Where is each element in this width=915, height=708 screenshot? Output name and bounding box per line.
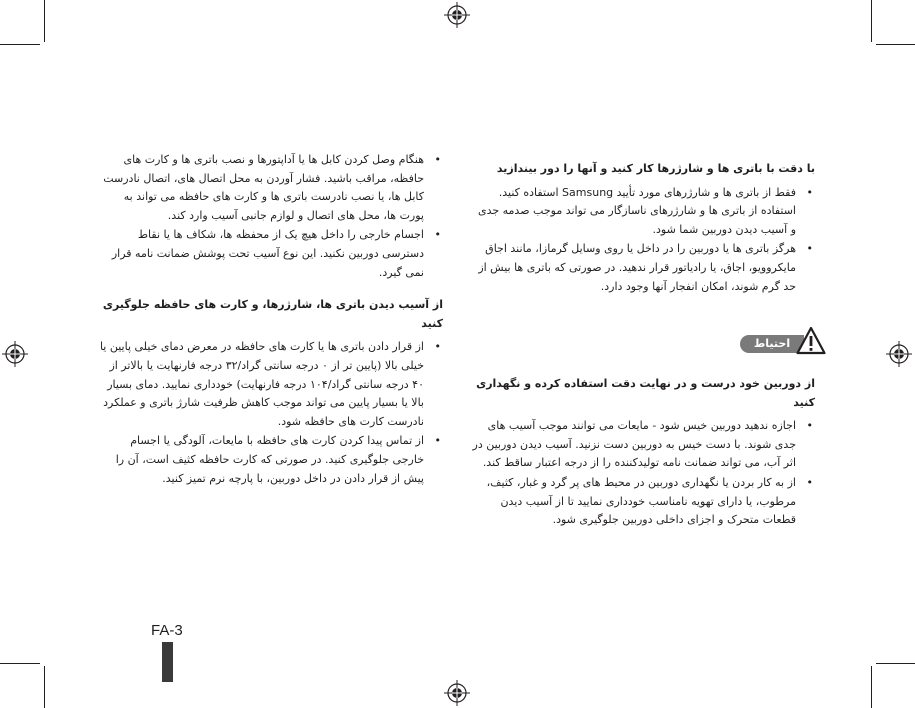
list-item: • هنگام وصل کردن کابل ها یا آداپتورها و نصب باتری ها و کارت های حافظه، مراقب باشید. فشار آوردن به محل اتصال های، اتصال نادرست کابل ها، یا نصب نادرست باتری ها و کارت های حافظه می تواند به پورت ها، محل های اتصال و لوازم جانبی آسیب وارد کند. (98, 151, 443, 225)
crop-mark (44, 0, 45, 42)
list-item: • از تماس پیدا کردن کارت های حافظه با مایعات، آلودگی یا اجسام خارجی جلوگیری کنید. در صورتی که کارت حافظه کثیف است، آن را پیش از قرار دادن در داخل دوربین، با پارچه نرم تمیز کنید. (98, 432, 443, 488)
warning-triangle-icon (796, 326, 826, 356)
crop-mark (0, 663, 40, 664)
registration-mark-icon (444, 680, 470, 706)
bullet-list (98, 338, 443, 488)
crop-mark (876, 44, 915, 45)
list-item: • فقط از باتری ها و شارژرهای مورد تأیید Samsung استفاده کنید. استفاده از باتری ها و شارژرهای ناسازگار می تواند موجب صدمه جدی و آسیب دیدن دوربین شما شود. (470, 184, 815, 240)
caution-label-text: احتیاط (740, 335, 804, 353)
right-column-section-2 (470, 375, 815, 531)
list-item: • هرگز باتری ها یا دوربین را در داخل یا روی وسایل گرمازا، مانند اجاق مایکروویو، اجاق، یا رادیاتور قرار ندهید. در صورتی که باتری ها بیش از حد گرم شوند، امکان انفجار آنها وجود دارد. (470, 240, 815, 296)
bullet-list (470, 417, 815, 530)
registration-mark-icon (444, 2, 470, 28)
list-item: • از به کار بردن یا نگهداری دوربین در محیط های پر گرد و غبار، کثیف، مرطوب، یا دارای تهویه نامناسب خودداری نمایید تا از آسیب دیدن قطعات متحرک و اجزای داخلی دوربین جلوگیری شود. (470, 474, 815, 530)
crop-mark (44, 666, 45, 708)
caution-label (740, 326, 826, 358)
page-number: FA-3 (151, 622, 183, 639)
registration-mark-icon (886, 341, 912, 367)
left-column (98, 151, 443, 489)
crop-mark (0, 44, 40, 45)
bullet-list (98, 151, 443, 282)
list-item: • اجسام خارجی را داخل هیچ یک از محفظه ها، شکاف ها یا نقاط دسترسی دوربین نکنید. این نوع آسیب تحت پوشش ضمانت نامه قرار نمی گیرد. (98, 226, 443, 282)
crop-mark (871, 666, 872, 708)
section-heading: با دقت با باتری ها و شارژرها کار کنید و آنها را دور بیندازید (496, 162, 815, 175)
list-item: • اجازه ندهید دوربین خیس شود - مایعات می توانند موجب آسیب های جدی شوند. با دست خیس به دوربین دست نزنید. آسیب دیدن دوربین در اثر آب، می تواند ضمانت نامه تولیدکننده را از درجه اعتبار ساقط کند. (470, 417, 815, 473)
page-tab-marker (162, 642, 173, 682)
section-heading: از آسیب دیدن باتری ها، شارژرها، و کارت های حافظه جلوگیری کنید (102, 298, 443, 330)
registration-mark-icon (2, 341, 28, 367)
crop-mark (876, 663, 915, 664)
right-column (470, 160, 815, 297)
bullet-list (470, 184, 815, 297)
section-heading: از دوربین خود درست و در نهایت دقت استفاده کرده و نگهداری کنید (476, 377, 815, 409)
list-item: • از قرار دادن باتری ها یا کارت های حافظه در معرض دمای خیلی پایین یا خیلی بالا (پایین تر از ۰ درجه سانتی گراد/۳۲ درجه فارنهایت یا بالاتر از ۴۰ درجه سانتی گراد/۱۰۴ درجه فارنهایت) خودداری نمایید. دمای بسیار بالا یا بسیار پایین می تواند موجب کاهش ظرفیت شارژ باتری و عملکرد نادرست کارت های حافظه شود. (98, 338, 443, 431)
crop-mark (871, 0, 872, 42)
